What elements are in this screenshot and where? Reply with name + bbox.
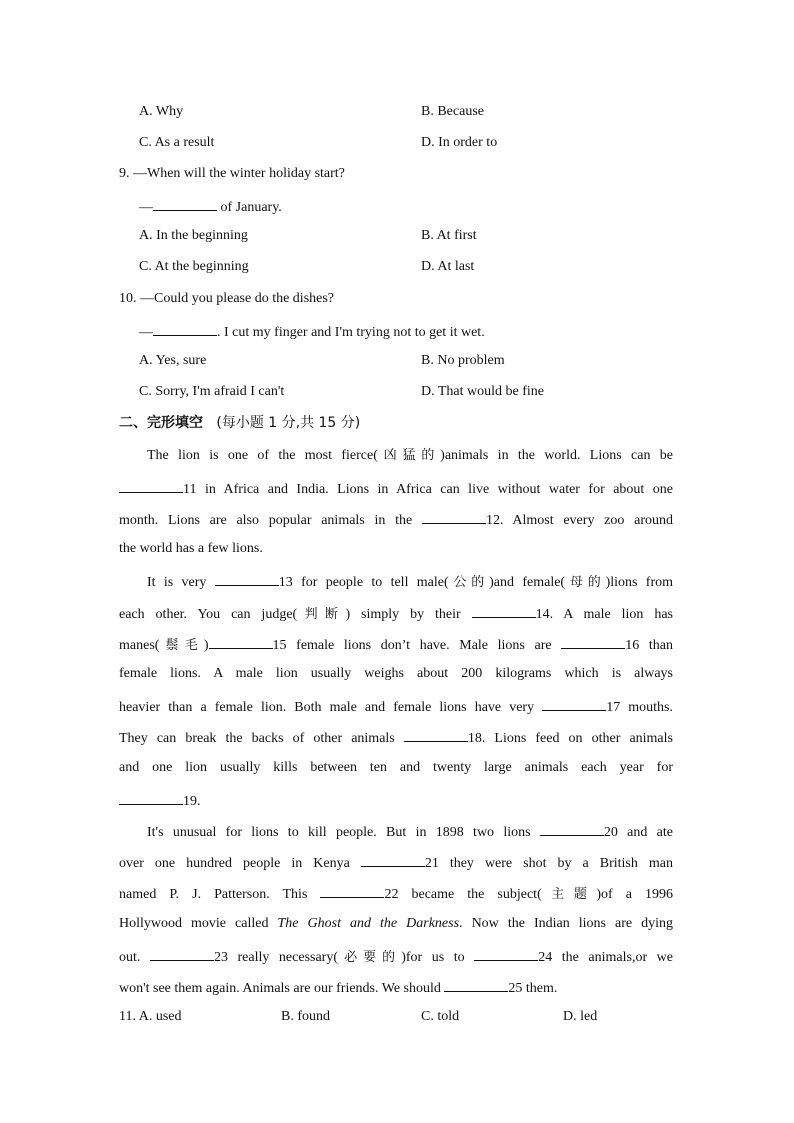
passage-line bbox=[119, 540, 673, 558]
q10-reply bbox=[139, 321, 485, 342]
passage-text: 18. Lions feed on other animals bbox=[467, 731, 673, 746]
passage-text: 23 really necessary( bbox=[213, 950, 339, 965]
section-score-note: (每小题 1 分,共 15 分) bbox=[216, 415, 361, 431]
blank-23[interactable] bbox=[150, 946, 214, 961]
passage-text: female lions. A male lion usually weighs about 200 kilograms which is always bbox=[119, 666, 673, 681]
passage-text: )and female( bbox=[489, 575, 566, 590]
passage-line bbox=[119, 915, 673, 933]
passage-text: 14. A male lion has bbox=[535, 607, 673, 622]
q10-blank[interactable] bbox=[153, 321, 217, 336]
passage-text: 16 than bbox=[625, 638, 673, 653]
passage-text: It's unusual for lions to kill people. But in 1898 two lions bbox=[147, 825, 540, 840]
passage-line bbox=[119, 852, 673, 873]
blank-19[interactable] bbox=[119, 790, 183, 805]
passage-text: 17 mouths. bbox=[606, 700, 674, 715]
passage-text: 19. bbox=[183, 794, 201, 809]
passage-text: 15 female lions don’t have. Male lions are bbox=[272, 638, 562, 653]
movie-title: The Ghost and the Darkness bbox=[277, 916, 460, 931]
passage-text: manes( bbox=[119, 638, 160, 653]
passage-line bbox=[119, 759, 673, 777]
passage-text: out. bbox=[119, 950, 150, 965]
blank-17[interactable] bbox=[542, 696, 606, 711]
q9-reply bbox=[139, 196, 282, 217]
blank-15[interactable] bbox=[209, 634, 273, 649]
q8-option-c[interactable]: C. As a result bbox=[139, 135, 215, 150]
q10-option-d[interactable]: D. That would be fine bbox=[421, 384, 544, 399]
passage-line bbox=[119, 603, 673, 624]
passage-text: )of a 1996 bbox=[596, 887, 673, 902]
passage-text: each other. You can judge( bbox=[119, 607, 298, 622]
passage-line bbox=[119, 665, 673, 683]
q8-option-b[interactable]: B. Because bbox=[421, 104, 484, 119]
q9-option-d[interactable]: D. At last bbox=[421, 259, 475, 274]
passage-text: 20 and ate bbox=[603, 825, 673, 840]
passage-text: named P. J. Patterson. This bbox=[119, 887, 321, 902]
q10-option-a[interactable]: A. Yes, sure bbox=[139, 353, 207, 368]
passage-text: ) simply by their bbox=[345, 607, 472, 622]
section-heading bbox=[119, 414, 360, 432]
q9-reply-dash: — bbox=[139, 200, 153, 215]
passage-text: and one lion usually kills between ten and twenty large animals each year for bbox=[119, 760, 673, 775]
passage-gloss: 鬃毛 bbox=[159, 638, 204, 653]
q9-option-c[interactable]: C. At the beginning bbox=[139, 259, 249, 274]
passage-gloss: 母的 bbox=[565, 575, 606, 590]
blank-21[interactable] bbox=[361, 852, 425, 867]
passage-text: the world has a few lions. bbox=[119, 541, 263, 556]
passage-text: )for us to bbox=[401, 950, 475, 965]
passage-text: 25 them. bbox=[508, 981, 558, 996]
passage-line bbox=[119, 883, 673, 904]
passage-line bbox=[119, 946, 673, 967]
q10-stem: 10. —Could you please do the dishes? bbox=[119, 291, 335, 306]
passage-text: 11 in Africa and India. Lions in Africa can live without water for about one bbox=[183, 482, 673, 497]
passage-text: 13 for people to tell male( bbox=[278, 575, 449, 590]
q9-reply-suffix: of January. bbox=[217, 200, 282, 215]
blank-13[interactable] bbox=[215, 571, 279, 586]
passage-text: )animals in the world. Lions can be bbox=[440, 448, 673, 463]
passage-line bbox=[119, 821, 673, 842]
passage-gloss: 主题 bbox=[541, 887, 597, 902]
blank-11[interactable] bbox=[119, 478, 183, 493]
passage-text: 21 they were shot by a British man bbox=[424, 856, 673, 871]
passage-text: Hollywood movie called bbox=[119, 916, 278, 931]
blank-16[interactable] bbox=[561, 634, 625, 649]
passage-text: month. Lions are also popular animals in the bbox=[119, 513, 422, 528]
q10-reply-suffix: . I cut my finger and I'm trying not to get it wet. bbox=[217, 325, 485, 340]
passage-line bbox=[119, 447, 673, 465]
blank-12[interactable] bbox=[422, 509, 486, 524]
passage-line bbox=[119, 696, 673, 717]
passage-text: 24 the animals,or we bbox=[538, 950, 674, 965]
q9-stem: 9. —When will the winter holiday start? bbox=[119, 166, 345, 181]
passage-line bbox=[119, 571, 673, 592]
passage-line bbox=[119, 634, 673, 655]
passage-text: )lions from bbox=[605, 575, 674, 590]
q10-option-c[interactable]: C. Sorry, I'm afraid I can't bbox=[139, 384, 285, 399]
passage-text: heavier than a female lion. Both male and female lions have very bbox=[119, 700, 543, 715]
passage-text: 12. Almost every zoo around bbox=[485, 513, 673, 528]
q9-blank[interactable] bbox=[153, 196, 217, 211]
passage-line bbox=[119, 478, 673, 499]
blank-18[interactable] bbox=[404, 727, 468, 742]
passage-gloss: 判断 bbox=[297, 607, 346, 622]
passage-text: It is very bbox=[147, 575, 215, 590]
passage-gloss: 必要的 bbox=[338, 950, 402, 965]
q11-option-a[interactable]: 11. A. used bbox=[119, 1009, 182, 1024]
passage-text: ) bbox=[203, 638, 209, 653]
q10-reply-dash: — bbox=[139, 325, 153, 340]
q9-option-b[interactable]: B. At first bbox=[421, 228, 477, 243]
q11-option-c[interactable]: C. told bbox=[421, 1009, 460, 1024]
passage-line bbox=[119, 727, 673, 748]
blank-24[interactable] bbox=[474, 946, 538, 961]
passage-gloss: 公的 bbox=[448, 575, 490, 590]
blank-20[interactable] bbox=[540, 821, 604, 836]
passage-line bbox=[119, 509, 673, 530]
blank-25[interactable] bbox=[444, 977, 508, 992]
passage-text: . Now the Indian lions are dying bbox=[459, 916, 674, 931]
passage-text: won't see them again. Animals are our friends. We should bbox=[119, 981, 445, 996]
blank-14[interactable] bbox=[472, 603, 536, 618]
blank-22[interactable] bbox=[320, 883, 384, 898]
section-title: 二、完形填空 bbox=[119, 415, 203, 431]
passage-gloss: 凶猛的 bbox=[377, 448, 441, 463]
q11-option-b[interactable]: B. found bbox=[281, 1009, 330, 1024]
passage-text: They can break the backs of other animals bbox=[119, 731, 404, 746]
passage-text: over one hundred people in Kenya bbox=[119, 856, 361, 871]
q8-option-d[interactable]: D. In order to bbox=[421, 135, 498, 150]
q10-option-b[interactable]: B. No problem bbox=[421, 353, 505, 368]
passage-line bbox=[119, 790, 673, 811]
q9-option-a[interactable]: A. In the beginning bbox=[139, 228, 248, 243]
passage-text: 22 became the subject( bbox=[384, 887, 542, 902]
q8-option-a[interactable]: A. Why bbox=[139, 104, 184, 119]
passage-text: The lion is one of the most fierce( bbox=[147, 448, 378, 463]
q11-option-d[interactable]: D. led bbox=[563, 1009, 598, 1024]
passage-line bbox=[119, 977, 673, 998]
